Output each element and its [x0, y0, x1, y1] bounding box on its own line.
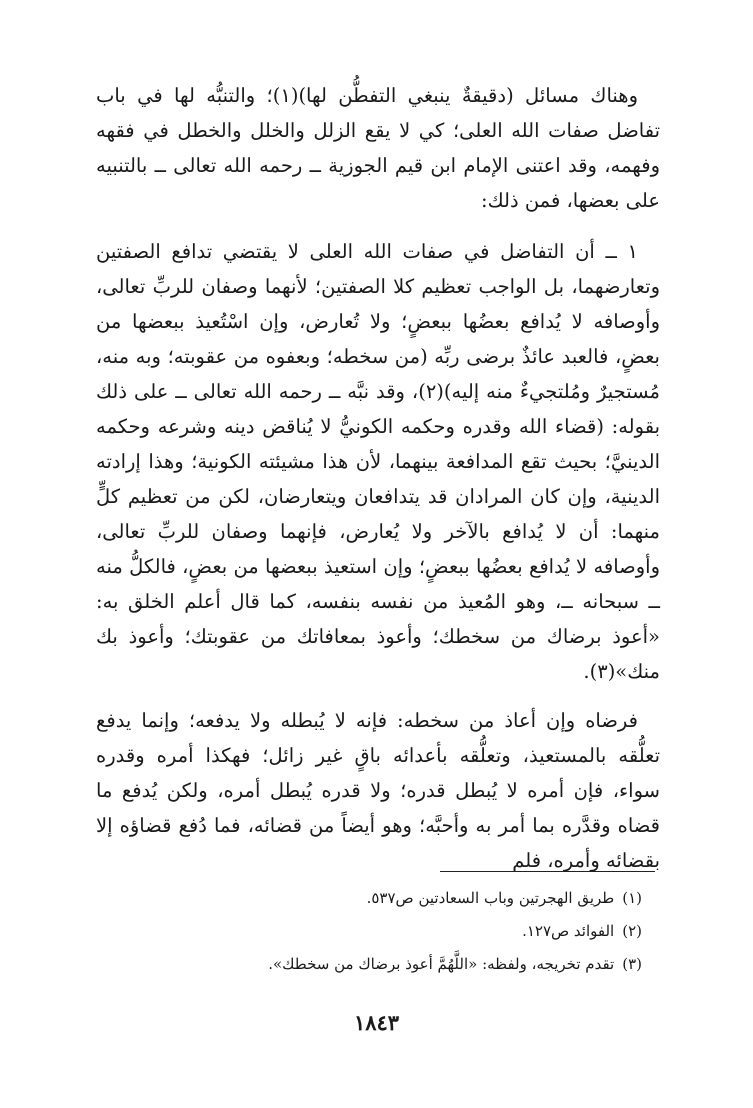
footnote-number: (٣) — [622, 955, 642, 973]
footnote-text: تقدم تخريجه، ولفظه: «اللَّهُمَّ أعوذ برضاك من سخطك». — [268, 955, 615, 973]
footnote-separator — [440, 871, 655, 872]
paragraph-intro: وهناك مسائل (دقيقةٌ ينبغي التفطُّن لها)(١)؛ والتنبُّه لها في باب تفاضل صفات الله العلى؛ كي لا يقع الزلل والخلل والخطل في فقهه وفهمه، وقد اعتنى الإمام ابن قيم الجوزية ــ رحمه الله تعالى ــ بالتنبيه على بعضها، فمن ذلك: — [96, 84, 660, 212]
footnote-number: (١) — [622, 889, 642, 907]
footnote-2 — [96, 915, 660, 948]
page-number: ١٨٤٣ — [353, 1010, 400, 1035]
footnote-number: (٢) — [622, 922, 642, 940]
footnote-text: الفوائد ص١٢٧. — [522, 922, 615, 940]
paragraph-continuation: فرضاه وإن أعاذ من سخطه: فإنه لا يُبطله ولا يدفعه؛ وإنما يدفع تعلُّقه بالمستعيذ، وتعلُّقه بأعدائه باقٍ غير زائل؛ فهكذا أمره وقدره سواء، فإن أمره لا يُبطل قدره؛ ولا قدره يُبطل أمره، ولكن يُدفع ما قضاه وقدَّره بما أمر به وأحبَّه؛ وهو أيضاً من قضائه، فما دُفع قضاؤه إلا بقضائه وأمره، فلم — [96, 709, 660, 872]
main-text — [96, 78, 660, 878]
footnotes — [96, 882, 660, 981]
paragraph-point-1: ١ ــ أن التفاضل في صفات الله العلى لا يقتضي تدافع الصفتين وتعارضهما، بل الواجب تعظيم كلا الصفتين؛ لأنهما وصفان للربِّ تعالى، وأوصافه لا يُدافع بعضُها ببعضٍ؛ ولا تُعارض، وإن اسْتُعيذ ببعضها من بعضٍ، فالعبد عائذٌ برضى ربِّه (من سخطه؛ وبعفوه من عقوبته؛ وبه منه، مُستجيرٌ ومُلتجيءٌ منه إليه)(٢)، وقد نبَّه ــ رحمه الله تعالى ــ على ذلك بقوله: (قضاء الله وقدره وحكمه الكونيُّ لا يُناقض دينه وشرعه وحكمه الدينيَّ؛ بحيث تقع المدافعة بينهما، لأن هذا مشيئته الكونية؛ وهذا إرادته الدينية، وإن كان المرادان قد يتدافعان ويتعارضان، لكن من تعظيم كلٍّ منهما: أن لا يُدافع بالآخر ولا يُعارض، فإنهما وصفان للربِّ تعالى، وأوصافه لا يُدافع بعضُها ببعضٍ؛ وإن استعيذ ببعضها من بعضٍ، فالكلُّ منه ــ سبحانه ــ، وهو المُعيذ من نفسه بنفسه، كما قال أعلم الخلق به: «أعوذ برضاك من سخطك؛ وأعوذ بمعافاتك من عقوبتك؛ وأعوذ بك منك»(٣). — [96, 240, 660, 683]
footnote-text: طريق الهجرتين وباب السعادتين ص٥٣٧. — [366, 889, 615, 907]
footnote-3 — [96, 948, 660, 981]
footnote-1 — [96, 882, 660, 915]
